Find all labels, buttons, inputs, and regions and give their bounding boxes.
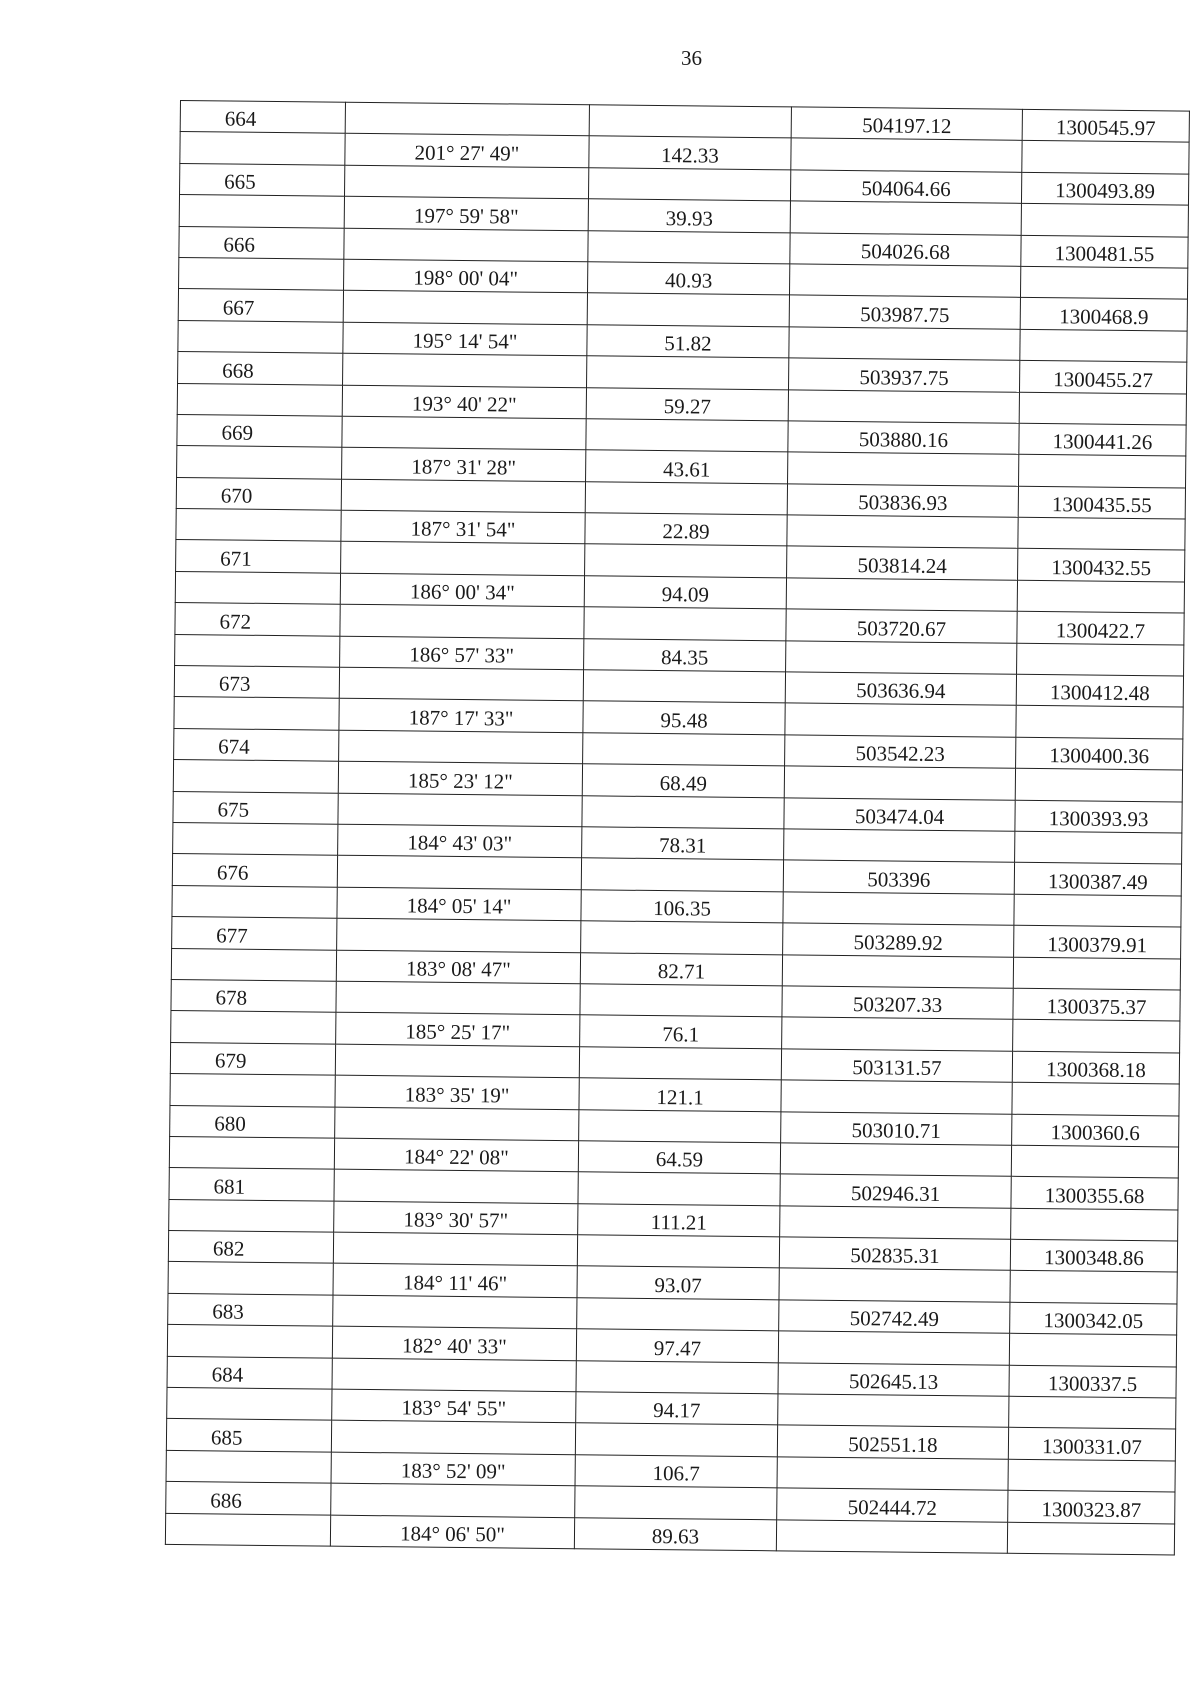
x-coordinate-cell: 503937.75 <box>789 358 1020 392</box>
point-id-cell: 672 <box>175 603 340 636</box>
distance-cell: 68.49 <box>582 764 784 798</box>
empty-cell <box>173 822 338 855</box>
empty-cell <box>1021 203 1188 236</box>
empty-cell <box>345 102 589 136</box>
x-coordinate-cell: 502444.72 <box>777 1488 1008 1522</box>
bearing-cell: 186° 00' 34" <box>340 573 584 607</box>
empty-cell <box>581 921 783 955</box>
distance-cell: 84.35 <box>584 638 786 672</box>
point-id-cell: 666 <box>179 226 344 259</box>
x-coordinate-cell: 502835.31 <box>779 1237 1010 1271</box>
distance-cell: 82.71 <box>580 952 782 986</box>
empty-cell <box>588 168 790 202</box>
y-coordinate-cell: 1300432.55 <box>1018 549 1185 582</box>
empty-cell <box>169 1199 334 1232</box>
x-coordinate-cell: 504026.68 <box>790 232 1021 266</box>
bearing-cell: 184° 22' 08" <box>334 1138 578 1172</box>
empty-cell <box>177 383 342 416</box>
empty-cell <box>782 1017 1013 1051</box>
empty-cell <box>582 795 784 829</box>
bearing-cell: 183° 08' 47" <box>336 950 580 984</box>
empty-cell <box>781 1080 1012 1114</box>
bearing-cell: 184° 11' 46" <box>333 1264 577 1298</box>
empty-cell <box>338 793 582 827</box>
x-coordinate-cell: 502645.13 <box>778 1362 1009 1396</box>
point-id-cell: 674 <box>174 728 339 761</box>
empty-cell <box>332 1358 576 1392</box>
x-coordinate-cell: 502946.31 <box>780 1174 1011 1208</box>
empty-cell <box>341 542 585 576</box>
bearing-cell: 183° 35' 19" <box>335 1075 579 1109</box>
empty-cell <box>786 578 1017 612</box>
distance-cell: 22.89 <box>585 513 787 547</box>
point-id-cell: 685 <box>166 1419 331 1452</box>
point-id-cell: 675 <box>173 791 338 824</box>
empty-cell <box>1017 643 1184 676</box>
bearing-cell: 185° 23' 12" <box>338 761 582 795</box>
distance-cell: 40.93 <box>588 262 790 296</box>
x-coordinate-cell: 503880.16 <box>788 421 1019 455</box>
y-coordinate-cell: 1300435.55 <box>1018 486 1185 519</box>
empty-cell <box>585 544 787 578</box>
point-id-cell: 683 <box>168 1293 333 1326</box>
empty-cell <box>1007 1522 1174 1555</box>
empty-cell <box>171 948 336 981</box>
y-coordinate-cell: 1300348.86 <box>1010 1239 1177 1272</box>
empty-cell <box>780 1143 1011 1177</box>
empty-cell <box>588 230 790 264</box>
empty-cell <box>576 1360 778 1394</box>
distance-cell: 95.48 <box>583 701 785 735</box>
point-id-cell: 680 <box>170 1105 335 1138</box>
empty-cell <box>335 1107 579 1141</box>
distance-cell: 142.33 <box>589 136 791 170</box>
distance-cell: 89.63 <box>574 1517 776 1551</box>
table-body <box>165 101 1189 1555</box>
empty-cell <box>778 1394 1009 1428</box>
empty-cell <box>577 1235 779 1269</box>
empty-cell <box>1009 1333 1176 1366</box>
empty-cell <box>337 918 581 952</box>
point-id-cell: 667 <box>178 289 343 322</box>
y-coordinate-cell: 1300387.49 <box>1014 863 1181 896</box>
point-id-cell: 664 <box>180 101 345 134</box>
empty-cell <box>587 293 789 327</box>
x-coordinate-cell: 503814.24 <box>787 546 1018 580</box>
empty-cell <box>782 954 1013 988</box>
x-coordinate-cell: 503987.75 <box>789 295 1020 329</box>
empty-cell <box>580 984 782 1018</box>
empty-cell <box>789 327 1020 361</box>
empty-cell <box>344 228 588 262</box>
distance-cell: 78.31 <box>582 827 784 861</box>
empty-cell <box>335 1044 579 1078</box>
empty-cell <box>785 703 1016 737</box>
y-coordinate-cell: 1300400.36 <box>1016 737 1183 770</box>
distance-cell: 76.1 <box>580 1015 782 1049</box>
empty-cell <box>1008 1459 1175 1492</box>
empty-cell <box>1011 1145 1178 1178</box>
empty-cell <box>171 1011 336 1044</box>
point-id-cell: 668 <box>178 352 343 385</box>
point-id-cell: 686 <box>166 1482 331 1515</box>
x-coordinate-cell: 503010.71 <box>781 1111 1012 1145</box>
bearing-cell: 195° 14' 54" <box>343 322 587 356</box>
empty-cell <box>584 607 786 641</box>
x-coordinate-cell: 503474.04 <box>784 797 1015 831</box>
y-coordinate-cell: 1300412.48 <box>1016 674 1183 707</box>
empty-cell <box>1014 894 1181 927</box>
empty-cell <box>333 1232 577 1266</box>
empty-cell <box>344 165 588 199</box>
empty-cell <box>575 1423 777 1457</box>
x-coordinate-cell: 503207.33 <box>782 986 1013 1020</box>
empty-cell <box>788 452 1019 486</box>
empty-cell <box>1013 957 1180 990</box>
point-id-cell: 678 <box>171 979 336 1012</box>
empty-cell <box>577 1298 779 1332</box>
point-id-cell: 671 <box>176 540 341 573</box>
survey-coordinates-table <box>165 100 1190 1555</box>
empty-cell <box>166 1450 331 1483</box>
page-number: 36 <box>681 46 702 70</box>
bearing-cell: 184° 43' 03" <box>338 824 582 858</box>
distance-cell: 43.61 <box>586 450 788 484</box>
empty-cell <box>784 766 1015 800</box>
empty-cell <box>178 320 343 353</box>
point-id-cell: 669 <box>177 414 342 447</box>
empty-cell <box>1009 1396 1176 1429</box>
empty-cell <box>1010 1271 1177 1304</box>
y-coordinate-cell: 1300468.9 <box>1020 298 1187 331</box>
empty-cell <box>788 389 1019 423</box>
empty-cell <box>169 1136 334 1169</box>
empty-cell <box>1018 517 1185 550</box>
empty-cell <box>1020 266 1187 299</box>
empty-cell <box>786 641 1017 675</box>
y-coordinate-cell: 1300393.93 <box>1015 800 1182 833</box>
empty-cell <box>180 132 345 165</box>
y-coordinate-cell: 1300375.37 <box>1013 988 1180 1021</box>
bearing-cell: 183° 30' 57" <box>334 1201 578 1235</box>
y-coordinate-cell: 1300441.26 <box>1019 423 1186 456</box>
empty-cell <box>179 195 344 228</box>
distance-cell: 39.93 <box>588 199 790 233</box>
distance-cell: 51.82 <box>587 325 789 359</box>
y-coordinate-cell: 1300455.27 <box>1019 360 1186 393</box>
point-id-cell: 673 <box>174 666 339 699</box>
distance-cell: 94.17 <box>576 1392 778 1426</box>
empty-cell <box>583 670 785 704</box>
empty-cell <box>1020 329 1187 362</box>
y-coordinate-cell: 1300379.91 <box>1014 925 1181 958</box>
distance-cell: 93.07 <box>577 1266 779 1300</box>
distance-cell: 121.1 <box>579 1078 781 1112</box>
empty-cell <box>173 760 338 793</box>
point-id-cell: 665 <box>180 163 345 196</box>
empty-cell <box>787 515 1018 549</box>
bearing-cell: 197° 59' 58" <box>344 196 588 230</box>
empty-cell <box>780 1206 1011 1240</box>
empty-cell <box>167 1325 332 1358</box>
empty-cell <box>575 1486 777 1520</box>
bearing-cell: 185° 25' 17" <box>336 1013 580 1047</box>
distance-cell: 106.7 <box>575 1455 777 1489</box>
y-coordinate-cell: 1300368.18 <box>1012 1051 1179 1084</box>
point-id-cell: 676 <box>172 854 337 887</box>
y-coordinate-cell: 1300545.97 <box>1022 109 1189 142</box>
distance-cell: 64.59 <box>578 1141 780 1175</box>
empty-cell <box>1022 141 1189 174</box>
empty-cell <box>579 1046 781 1080</box>
empty-cell <box>579 1109 781 1143</box>
y-coordinate-cell: 1300337.5 <box>1009 1365 1176 1398</box>
empty-cell <box>336 981 580 1015</box>
empty-cell <box>168 1262 333 1295</box>
empty-cell <box>343 291 587 325</box>
empty-cell <box>779 1268 1010 1302</box>
empty-cell <box>783 892 1014 926</box>
empty-cell <box>340 604 584 638</box>
y-coordinate-cell: 1300360.6 <box>1012 1114 1179 1147</box>
x-coordinate-cell: 503636.94 <box>785 672 1016 706</box>
empty-cell <box>589 105 791 139</box>
y-coordinate-cell: 1300323.87 <box>1008 1490 1175 1523</box>
empty-cell <box>331 1483 575 1517</box>
empty-cell <box>343 353 587 387</box>
empty-cell <box>1016 706 1183 739</box>
y-coordinate-cell: 1300342.05 <box>1010 1302 1177 1335</box>
x-coordinate-cell: 504064.66 <box>790 170 1021 204</box>
x-coordinate-cell: 503396 <box>783 860 1014 894</box>
bearing-cell: 187° 31' 54" <box>341 510 585 544</box>
empty-cell <box>581 858 783 892</box>
empty-cell <box>578 1172 780 1206</box>
empty-cell <box>172 885 337 918</box>
empty-cell <box>167 1387 332 1420</box>
empty-cell <box>176 509 341 542</box>
x-coordinate-cell: 504197.12 <box>791 107 1022 141</box>
x-coordinate-cell: 503720.67 <box>786 609 1017 643</box>
x-coordinate-cell: 502551.18 <box>777 1425 1008 1459</box>
distance-cell: 111.21 <box>578 1203 780 1237</box>
x-coordinate-cell: 503131.57 <box>781 1049 1012 1083</box>
empty-cell <box>331 1421 575 1455</box>
empty-cell <box>585 481 787 515</box>
empty-cell <box>1017 580 1184 613</box>
empty-cell <box>586 419 788 453</box>
empty-cell <box>777 1457 1008 1491</box>
y-coordinate-cell: 1300493.89 <box>1021 172 1188 205</box>
bearing-cell: 201° 27' 49" <box>345 134 589 168</box>
empty-cell <box>333 1295 577 1329</box>
empty-cell <box>339 730 583 764</box>
x-coordinate-cell: 503836.93 <box>787 484 1018 518</box>
empty-cell <box>341 479 585 513</box>
empty-cell <box>177 446 342 479</box>
bearing-cell: 183° 52' 09" <box>331 1452 575 1486</box>
bearing-cell: 184° 05' 14" <box>337 887 581 921</box>
empty-cell <box>1011 1208 1178 1241</box>
empty-cell <box>1019 455 1186 488</box>
bearing-cell: 184° 06' 50" <box>330 1515 574 1549</box>
empty-cell <box>342 416 586 450</box>
point-id-cell: 682 <box>168 1231 333 1264</box>
bearing-cell: 182° 40' 33" <box>332 1326 576 1360</box>
empty-cell <box>165 1513 330 1546</box>
x-coordinate-cell: 503542.23 <box>785 735 1016 769</box>
y-coordinate-cell: 1300331.07 <box>1008 1428 1175 1461</box>
bearing-cell: 186° 57' 33" <box>340 636 584 670</box>
distance-cell: 59.27 <box>586 387 788 421</box>
point-id-cell: 670 <box>176 477 341 510</box>
empty-cell <box>179 257 344 290</box>
empty-cell <box>175 634 340 667</box>
empty-cell <box>789 264 1020 298</box>
bearing-cell: 198° 00' 04" <box>344 259 588 293</box>
empty-cell <box>1015 831 1182 864</box>
x-coordinate-cell: 503289.92 <box>783 923 1014 957</box>
empty-cell <box>784 829 1015 863</box>
point-id-cell: 684 <box>167 1356 332 1389</box>
empty-cell <box>170 1074 335 1107</box>
empty-cell <box>339 667 583 701</box>
point-id-cell: 681 <box>169 1168 334 1201</box>
empty-cell <box>776 1519 1007 1553</box>
bearing-cell: 193° 40' 22" <box>342 385 586 419</box>
empty-cell <box>1013 1020 1180 1053</box>
empty-cell <box>790 201 1021 235</box>
point-id-cell: 677 <box>172 917 337 950</box>
empty-cell <box>1012 1082 1179 1115</box>
x-coordinate-cell: 502742.49 <box>779 1300 1010 1334</box>
empty-cell <box>334 1169 578 1203</box>
bearing-cell: 183° 54' 55" <box>332 1389 576 1423</box>
empty-cell <box>778 1331 1009 1365</box>
distance-cell: 94.09 <box>584 576 786 610</box>
empty-cell <box>1015 768 1182 801</box>
empty-cell <box>791 138 1022 172</box>
y-coordinate-cell: 1300481.55 <box>1021 235 1188 268</box>
empty-cell <box>1019 392 1186 425</box>
empty-cell <box>337 856 581 890</box>
bearing-cell: 187° 17' 33" <box>339 699 583 733</box>
distance-cell: 97.47 <box>576 1329 778 1363</box>
empty-cell <box>174 697 339 730</box>
y-coordinate-cell: 1300422.7 <box>1017 612 1184 645</box>
empty-cell <box>175 571 340 604</box>
empty-cell <box>583 733 785 767</box>
distance-cell: 106.35 <box>581 890 783 924</box>
y-coordinate-cell: 1300355.68 <box>1011 1177 1178 1210</box>
point-id-cell: 679 <box>170 1042 335 1075</box>
empty-cell <box>587 356 789 390</box>
bearing-cell: 187° 31' 28" <box>342 448 586 482</box>
